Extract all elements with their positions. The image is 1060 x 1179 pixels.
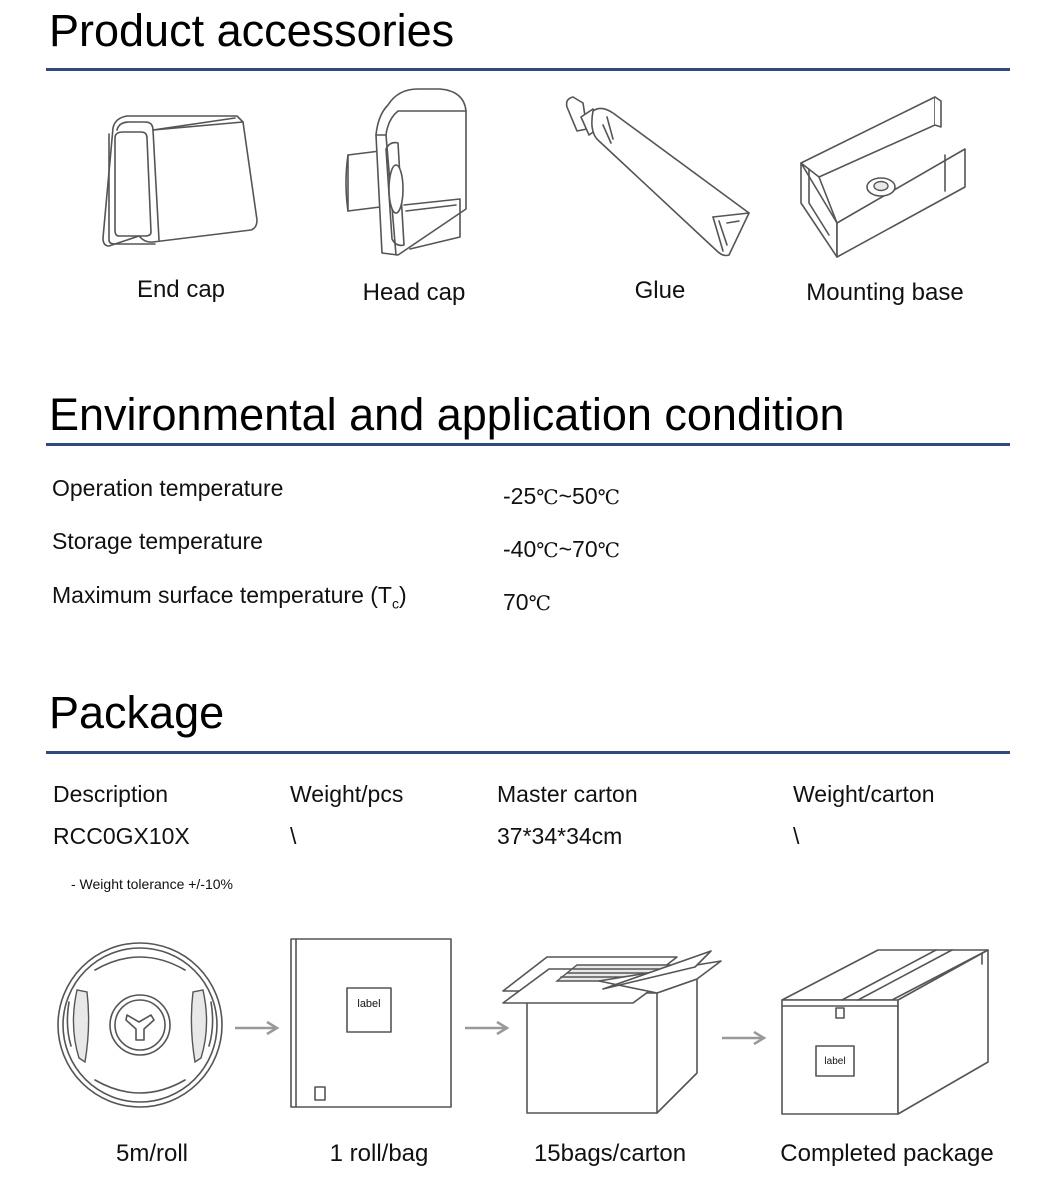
glue-tube-icon — [563, 95, 758, 260]
package-cell-master-carton: 37*34*34cm — [497, 823, 623, 849]
env-label-storage: Storage temperature — [52, 528, 263, 554]
accessories-divider — [46, 68, 1010, 71]
head-cap-icon — [340, 85, 480, 260]
package-cell-description: RCC0GX10X — [53, 823, 190, 849]
package-step-roll: 5m/roll — [115, 1140, 188, 1167]
accessory-label-glue: Glue — [634, 277, 686, 304]
package-header-weight-carton: Weight/carton — [793, 781, 935, 807]
arrow-icon — [233, 1020, 281, 1036]
package-cell-weight-pcs: \ — [290, 823, 297, 849]
arrow-icon — [720, 1030, 768, 1046]
env-value-max-surface: 70℃ — [503, 589, 551, 615]
reel-icon — [55, 940, 225, 1110]
package-divider — [46, 751, 1010, 754]
env-label-max-surface: Maximum surface temperature $(T_c)$ — [52, 582, 407, 612]
package-header-description: Description — [53, 781, 169, 807]
mounting-base-icon — [795, 95, 975, 260]
accessory-label-head-cap: Head cap — [362, 279, 466, 306]
package-header-master-carton: Master carton — [497, 781, 638, 807]
accessory-label-mounting-base: Mounting base — [806, 279, 964, 306]
package-step-carton: 15bags/carton — [533, 1140, 687, 1167]
weight-tolerance-note: - Weight tolerance +/-10% — [71, 876, 233, 892]
environment-divider — [46, 443, 1010, 446]
accessory-label-end-cap: End cap — [136, 276, 226, 303]
bag-icon — [288, 936, 454, 1111]
env-value-storage: -40℃~70℃ — [503, 536, 621, 562]
environment-title: Environmental and application condition — [49, 389, 845, 440]
bag-label-tag: label — [357, 998, 381, 1010]
carton-label-tag: label — [824, 1056, 846, 1067]
env-value-operation: -25℃~50℃ — [503, 483, 621, 509]
accessories-title: Product accessories — [49, 5, 455, 56]
closed-carton-icon — [778, 946, 993, 1118]
package-step-bag: 1 roll/bag — [329, 1140, 429, 1167]
end-cap-icon — [95, 100, 265, 255]
package-title: Package — [49, 687, 225, 738]
open-carton-icon — [499, 943, 725, 1118]
package-header-weight-pcs: Weight/pcs — [290, 781, 404, 807]
env-label-operation: Operation temperature — [52, 475, 284, 501]
package-cell-weight-carton: \ — [793, 823, 800, 849]
package-step-completed: Completed package — [780, 1140, 994, 1167]
